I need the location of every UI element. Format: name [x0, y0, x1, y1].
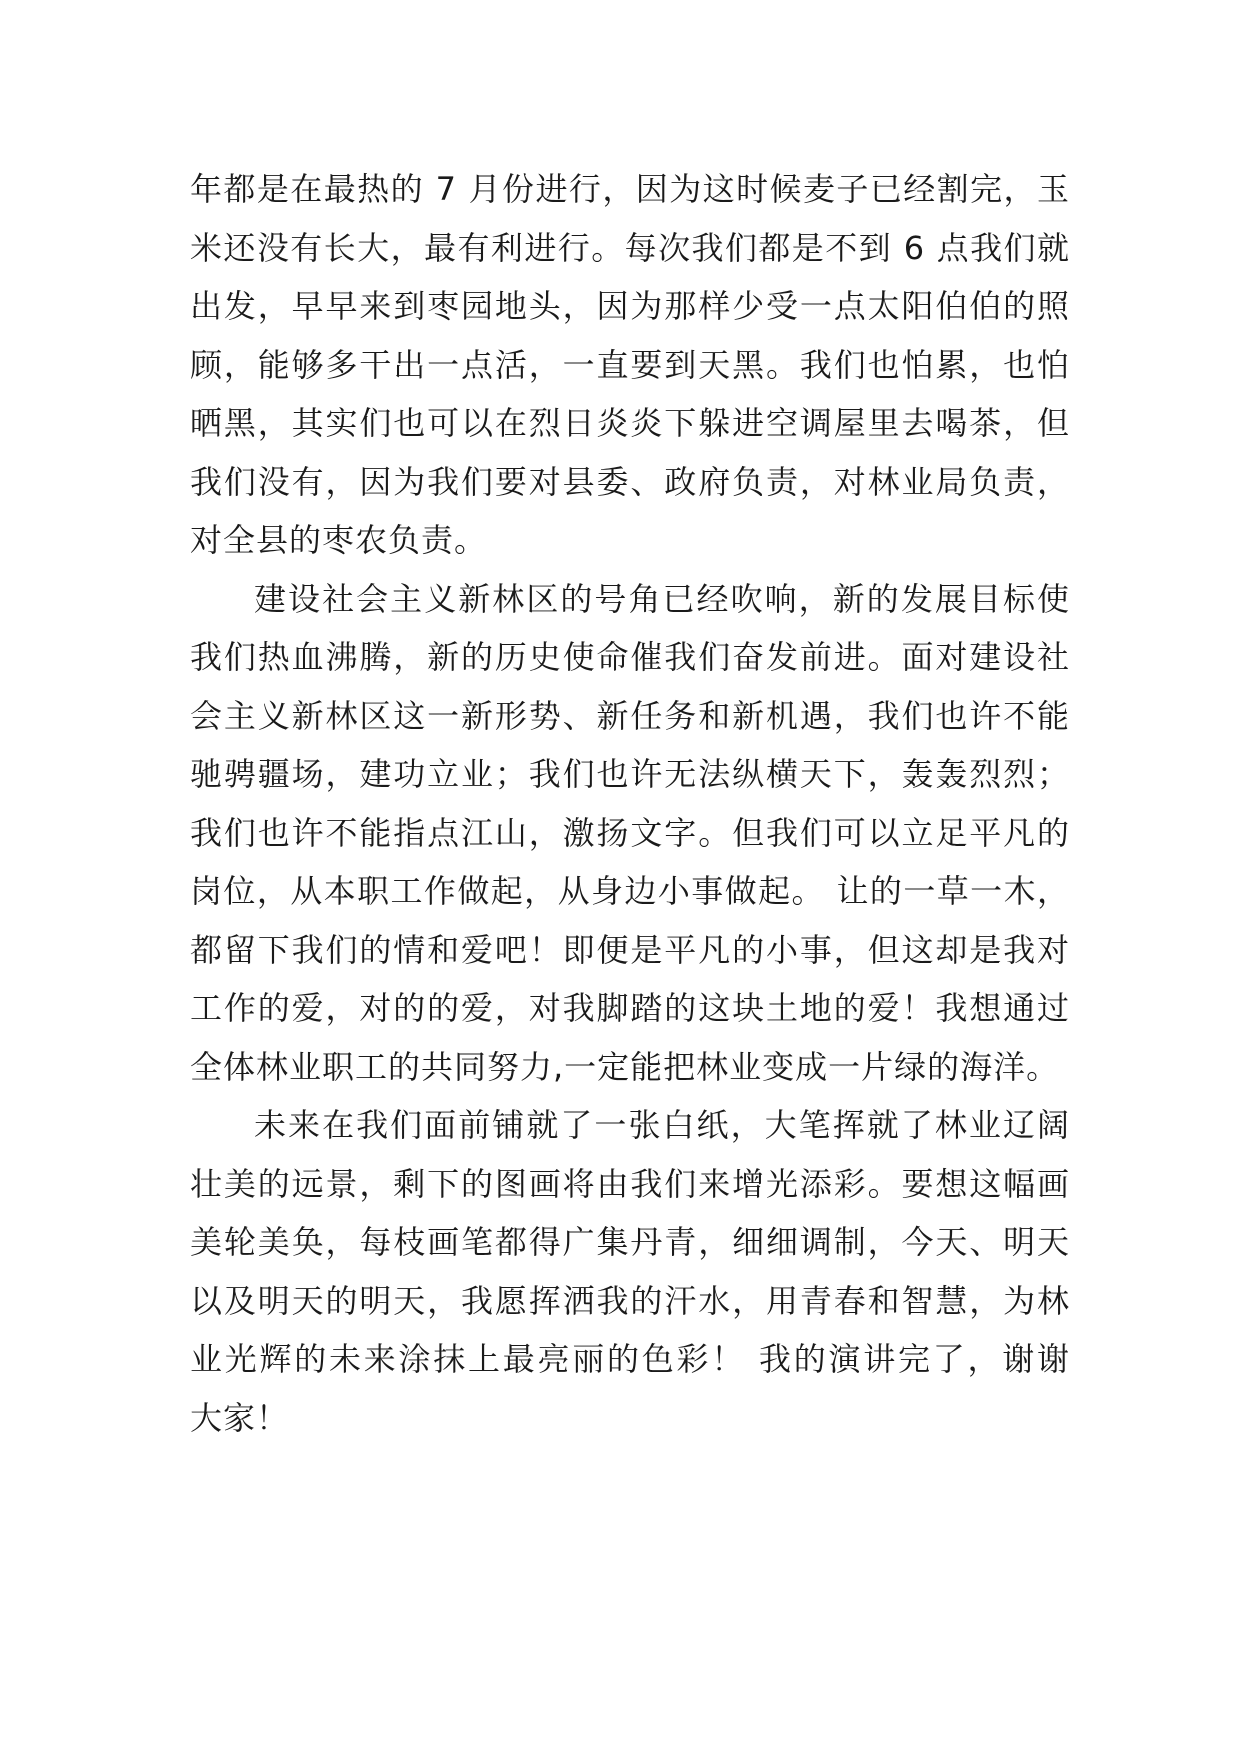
text-line: 岗位，从本职工作做起，从身边小事做起。 让的一草一木， — [190, 872, 1070, 910]
body-text — [190, 160, 1070, 1447]
text-line: 顾，能够多干出一点活，一直要到天黑。我们也怕累，也怕 — [190, 345, 1070, 384]
text-line: 会主义新林区这一新形势、新任务和新机遇，我们也许不能 — [190, 696, 1070, 735]
text-line: 晒黑，其实们也可以在烈日炎炎下躲进空调屋里去喝茶，但 — [190, 404, 1070, 442]
paragraph — [190, 1096, 1070, 1447]
text-line: 工作的爱，对的的爱，对我脚踏的这块土地的爱！我想通过 — [190, 989, 1070, 1027]
text-line: 未来在我们面前铺就了一张白纸，大笔挥就了林业辽阔 — [254, 1106, 1070, 1144]
text-line: 壮美的远景，剩下的图画将由我们来增光添彩。要想这幅画 — [190, 1164, 1070, 1203]
text-line: 大家！ — [190, 1398, 290, 1437]
text-line: 业光辉的未来涂抹上最亮丽的色彩！ 我的演讲完了，谢谢 — [190, 1340, 1070, 1378]
paragraph — [190, 570, 1070, 1097]
text-line: 都留下我们的情和爱吧！即便是平凡的小事，但这却是我对 — [190, 930, 1070, 969]
text-line: 美轮美奂，每枝画笔都得广集丹青，细细调制，今天、明天 — [190, 1223, 1070, 1261]
text-line: 对全县的枣农负责。 — [190, 521, 488, 559]
text-line: 年都是在最热的 7 月份进行，因为这时候麦子已经割完，玉 — [190, 170, 1070, 208]
text-line: 我们热血沸腾，新的历史使命催我们奋发前进。面对建设社 — [190, 638, 1070, 676]
text-line: 以及明天的明天，我愿挥洒我的汗水，用青春和智慧，为林 — [190, 1281, 1070, 1320]
text-line: 米还没有长大，最有利进行。每次我们都是不到 6 点我们就 — [190, 228, 1070, 267]
text-line: 全体林业职工的共同努力,一定能把林业变成一片绿的海洋。 — [190, 1047, 1060, 1086]
text-line: 我们也许不能指点江山，激扬文字。但我们可以立足平凡的 — [190, 813, 1070, 852]
text-line: 建设社会主义新林区的号角已经吹响，新的发展目标使 — [254, 579, 1070, 618]
text-line: 我们没有，因为我们要对县委、政府负责，对林业局负责， — [190, 462, 1070, 501]
text-line: 驰骋疆场，建功立业；我们也许无法纵横天下，轰轰烈烈； — [190, 755, 1070, 793]
text-line: 出发，早早来到枣园地头，因为那样少受一点太阳伯伯的照 — [190, 287, 1070, 325]
paragraph — [190, 160, 1070, 570]
